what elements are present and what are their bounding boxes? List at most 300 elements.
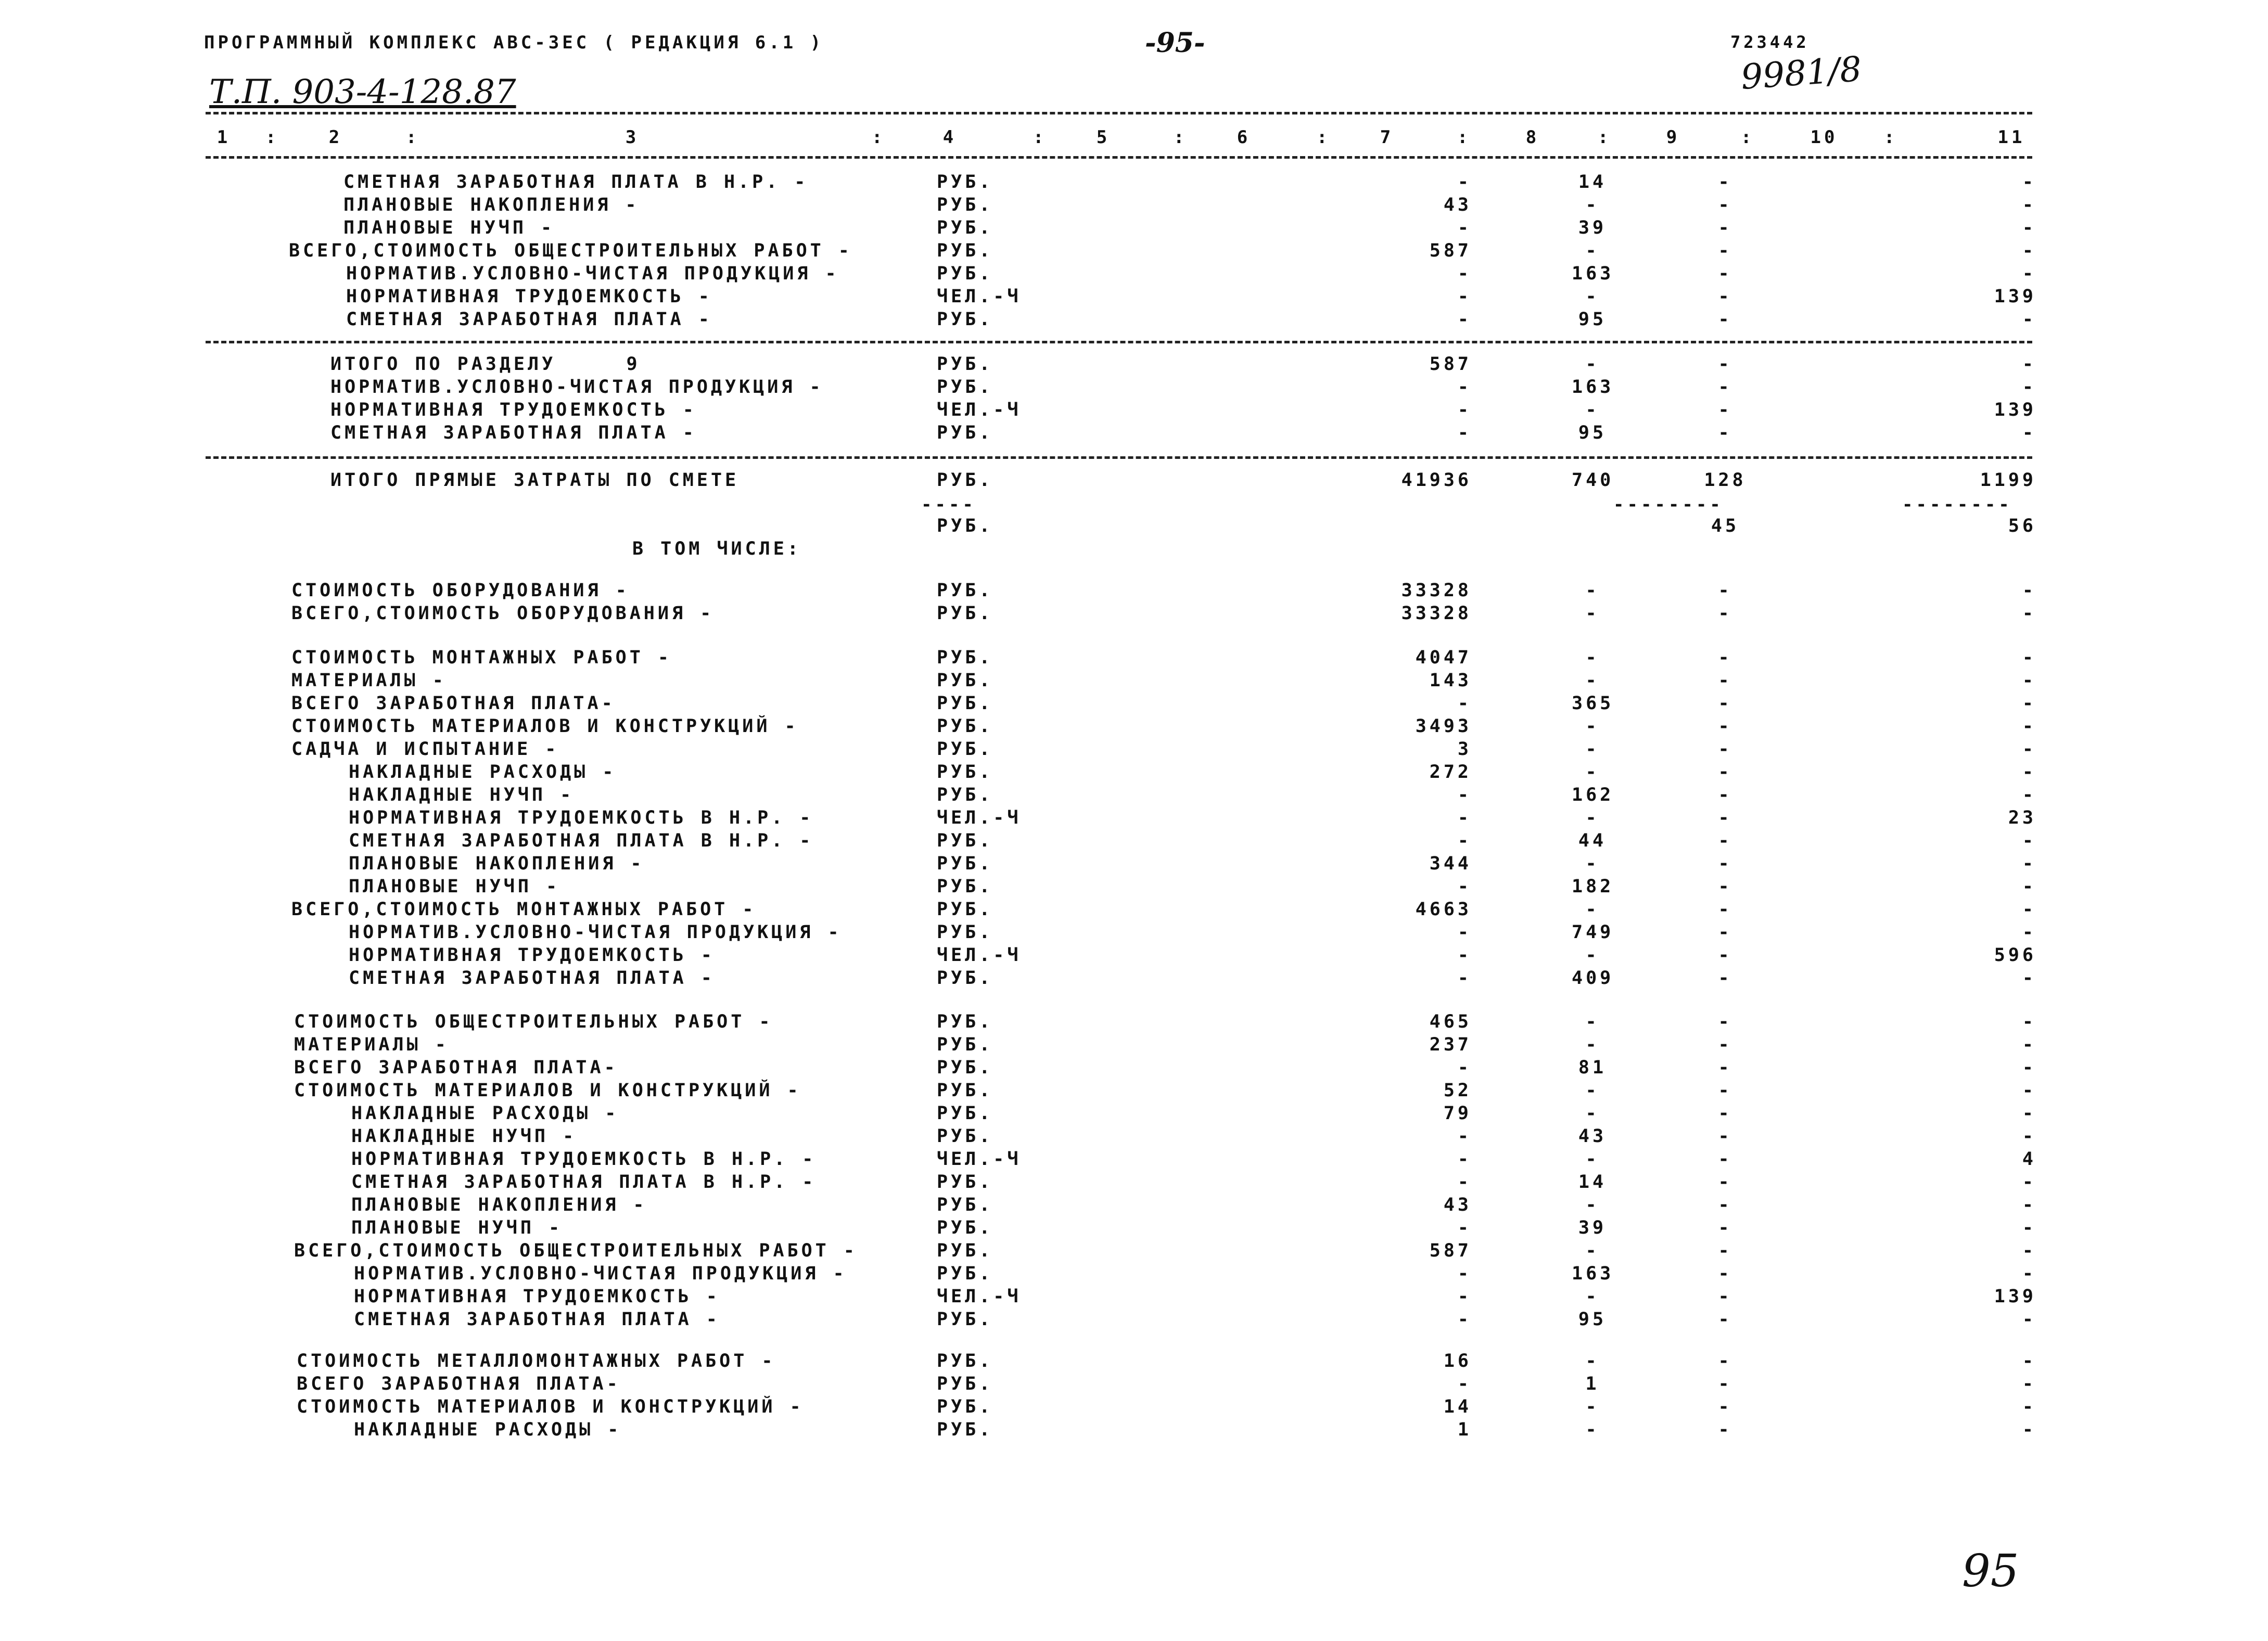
col9-value: - (1718, 217, 1732, 238)
table-row (0, 830, 2268, 853)
table-row (0, 968, 2268, 991)
column-number: 3 (625, 127, 640, 148)
row-label: НОРМАТИВНАЯ ТРУДОЕМКОСТЬ В Н.Р. - (351, 1149, 817, 1170)
col8-value: 163 (1572, 263, 1614, 284)
col11-value: - (2022, 670, 2036, 691)
col11-value: - (2022, 1374, 2036, 1394)
unit-cell: РУБ. (937, 785, 993, 805)
row-label: НОРМАТИВНАЯ ТРУДОЕМКОСТЬ - (346, 286, 712, 307)
unit-cell: РУБ. (937, 1217, 993, 1238)
page-number-corner: 95 (1962, 1545, 2019, 1597)
col7-value: - (1457, 1126, 1472, 1147)
col7-value: - (1457, 1309, 1472, 1330)
table-row (0, 716, 2268, 739)
col9-value: 45 (1711, 516, 1740, 536)
col8-value: - (1585, 1011, 1600, 1032)
column-number: 11 (1997, 127, 2025, 148)
row-label: СТОИМОСТЬ МАТЕРИАЛОВ И КОНСТРУКЦИЙ - (294, 1080, 801, 1101)
col9-value: - (1718, 240, 1732, 261)
col8-value: 44 (1578, 830, 1607, 851)
handwritten-code: 9981/8 (1739, 48, 1863, 98)
row-label: НАКЛАДНЫЕ РАСХОДЫ - (351, 1103, 619, 1124)
col8-value: - (1585, 240, 1600, 261)
col7-value: - (1457, 830, 1472, 851)
unit-cell: РУБ. (937, 922, 993, 943)
unit-cell: РУБ. (937, 195, 993, 215)
table-row (0, 309, 2268, 332)
col11-value: - (2022, 1309, 2036, 1330)
table-row (0, 195, 2268, 217)
unit-cell: РУБ. (937, 1034, 993, 1055)
row-label: НОРМАТИВ.УСЛОВНО-ЧИСТАЯ ПРОДУКЦИЯ - (354, 1263, 847, 1284)
row-label: ВСЕГО,СТОИМОСТЬ ОБОРУДОВАНИЯ - (291, 603, 715, 624)
unit-cell: РУБ. (937, 1374, 993, 1394)
table-row (0, 580, 2268, 603)
row-label: В ТОМ ЧИСЛЕ: (632, 539, 801, 559)
col8-value: 39 (1578, 217, 1607, 238)
col9-value: - (1718, 400, 1732, 420)
col9-value: - (1718, 830, 1732, 851)
unit-cell: РУБ. (937, 470, 993, 491)
row-label: ПЛАНОВЫЕ НУЧП - (343, 217, 555, 238)
col9-value: - (1718, 922, 1732, 943)
col8-value: 1 (1585, 1374, 1600, 1394)
col9-value: - (1718, 1240, 1732, 1261)
row-label: ВСЕГО ЗАРАБОТНАЯ ПЛАТА- (297, 1374, 621, 1394)
table-row (0, 603, 2268, 626)
col7-value: 4047 (1415, 647, 1472, 668)
col7-value: 43 (1443, 195, 1472, 215)
row-label: СТОИМОСТЬ МЕТАЛЛОМОНТАЖНЫХ РАБОТ - (297, 1351, 776, 1371)
unit-cell: ЧЕЛ.-Ч (937, 807, 1022, 828)
column-separator: : (1317, 127, 1331, 148)
table-row (0, 172, 2268, 195)
unit-cell: РУБ. (937, 968, 993, 989)
col8-value: 81 (1578, 1057, 1607, 1078)
col9-value: - (1718, 195, 1732, 215)
table-row (0, 1286, 2268, 1309)
unit-cell: РУБ. (937, 716, 993, 737)
col8-value: - (1585, 762, 1600, 783)
col9-value: - (1718, 1011, 1732, 1032)
table-row (0, 1080, 2268, 1103)
row-label: СМЕТНАЯ ЗАРАБОТНАЯ ПЛАТА В Н.Р. - (351, 1172, 817, 1193)
col7-value: 4663 (1415, 899, 1472, 920)
row-label: ВСЕГО ЗАРАБОТНАЯ ПЛАТА- (294, 1057, 618, 1078)
col8-value: 95 (1578, 309, 1607, 330)
col11-value: - (2022, 354, 2036, 375)
unit-cell: ЧЕЛ.-Ч (937, 286, 1022, 307)
col9-value: - (1718, 309, 1732, 330)
col9-value: - (1718, 172, 1732, 193)
column-number: 8 (1525, 127, 1540, 148)
row-label: НАКЛАДНЫЕ НУЧП - (351, 1126, 577, 1147)
table-row (0, 853, 2268, 876)
col7-value: 14 (1443, 1396, 1472, 1417)
row-label: ПЛАНОВЫЕ НАКОПЛЕНИЯ - (351, 1195, 647, 1215)
table-row (0, 1103, 2268, 1126)
row-label: ПЛАНОВЫЕ НУЧП - (349, 876, 560, 897)
column-separator: : (265, 127, 279, 148)
col9-value: - (1718, 739, 1732, 760)
col11-value: - (2022, 739, 2036, 760)
row-label: НОРМАТИВНАЯ ТРУДОЕМКОСТЬ В Н.Р. - (349, 807, 814, 828)
column-separator: : (1598, 127, 1612, 148)
col7-value: - (1457, 807, 1472, 828)
col9-value: - (1718, 422, 1732, 443)
table-row (0, 647, 2268, 670)
col7-value: 344 (1429, 853, 1472, 874)
col8-value: - (1585, 853, 1600, 874)
unit-cell: РУБ. (937, 217, 993, 238)
row-label: НАКЛАДНЫЕ РАСХОДЫ - (349, 762, 617, 783)
table-row (0, 739, 2268, 762)
table-row (0, 1172, 2268, 1195)
col7-value: - (1457, 1057, 1472, 1078)
col11-value: - (2022, 603, 2036, 624)
col9-value: - (1718, 785, 1732, 805)
col7-value: - (1457, 922, 1472, 943)
col11-value: - (2022, 377, 2036, 398)
col7-value: 272 (1429, 762, 1472, 783)
col7-value: 143 (1429, 670, 1472, 691)
col11-value: - (2022, 716, 2036, 737)
unit-cell: РУБ. (937, 1396, 993, 1417)
col11-value: - (2022, 1080, 2036, 1101)
row-label: СМЕТНАЯ ЗАРАБОТНАЯ ПЛАТА - (349, 968, 715, 989)
col8-value: - (1585, 1419, 1600, 1440)
unit-cell: РУБ. (937, 647, 993, 668)
col9-value: - (1718, 354, 1732, 375)
column-separator: : (1033, 127, 1047, 148)
col7-value: - (1457, 945, 1472, 966)
col11-value: 56 (2008, 516, 2036, 536)
col8-value: 39 (1578, 1217, 1607, 1238)
col9-value: - (1718, 286, 1732, 307)
table-row (0, 400, 2268, 422)
col8-value: - (1585, 899, 1600, 920)
unit-cell: РУБ. (937, 354, 993, 375)
col8-value: - (1585, 1195, 1600, 1215)
col11-value: - (2022, 422, 2036, 443)
col8-value: - (1585, 580, 1600, 601)
col11-value: - (2022, 309, 2036, 330)
col11-value: - (2022, 1217, 2036, 1238)
unit-cell: РУБ. (937, 1103, 993, 1124)
table-row (0, 1057, 2268, 1080)
unit-cell: РУБ. (937, 899, 993, 920)
unit-cell: РУБ. (937, 263, 993, 284)
column-header-rule (206, 156, 2032, 159)
row-label: СМЕТНАЯ ЗАРАБОТНАЯ ПЛАТА - (346, 309, 712, 330)
table-row (0, 1217, 2268, 1240)
col9-value: - (1718, 807, 1732, 828)
col11-value: - (2022, 263, 2036, 284)
unit-cell: РУБ. (937, 1172, 993, 1193)
table-row (0, 1195, 2268, 1217)
col11-value: - (2022, 172, 2036, 193)
unit-cell: РУБ. (937, 739, 993, 760)
row-label: СТОИМОСТЬ МАТЕРИАЛОВ И КОНСТРУКЦИЙ - (297, 1396, 804, 1417)
row-label: НАКЛАДНЫЕ РАСХОДЫ - (354, 1419, 622, 1440)
col8-value: - (1585, 1103, 1600, 1124)
col11-value: - (2022, 195, 2036, 215)
unit-cell: РУБ. (937, 830, 993, 851)
col9-value: - (1718, 647, 1732, 668)
col9-value: - (1718, 1351, 1732, 1371)
col7-value: - (1457, 286, 1472, 307)
col9-value: - (1718, 1263, 1732, 1284)
col9-value: - (1718, 1126, 1732, 1147)
col7-value: 43 (1443, 1195, 1472, 1215)
col8-value: - (1585, 1396, 1600, 1417)
table-row (0, 785, 2268, 807)
col9-value: - (1718, 1080, 1732, 1101)
col8-value: - (1585, 286, 1600, 307)
column-separator: : (1457, 127, 1471, 148)
col11-value: 139 (1994, 286, 2036, 307)
col9-value: - (1718, 899, 1732, 920)
col8-value: - (1585, 1149, 1600, 1170)
subtotal-marker-col4: ---- (921, 494, 976, 515)
col11-value: - (2022, 762, 2036, 783)
column-number: 7 (1380, 127, 1394, 148)
col9-value: - (1718, 1195, 1732, 1215)
col8-value: 43 (1578, 1126, 1607, 1147)
section-rule (206, 341, 2032, 343)
col11-value: - (2022, 1419, 2036, 1440)
row-label: СМЕТНАЯ ЗАРАБОТНАЯ ПЛАТА В Н.Р. - (349, 830, 814, 851)
col7-value: - (1457, 422, 1472, 443)
row-label: САДЧА И ИСПЫТАНИЕ - (291, 739, 559, 760)
table-row (0, 240, 2268, 263)
col9-value: - (1718, 693, 1732, 714)
unit-cell: РУБ. (937, 1011, 993, 1032)
unit-cell: РУБ. (937, 1080, 993, 1101)
col11-value: - (2022, 853, 2036, 874)
table-row (0, 1034, 2268, 1057)
col8-value: - (1585, 195, 1600, 215)
col8-value: - (1585, 670, 1600, 691)
table-row (0, 1396, 2268, 1419)
table-row (0, 1126, 2268, 1149)
col9-value: - (1718, 1103, 1732, 1124)
col11-value: - (2022, 1172, 2036, 1193)
col11-value: - (2022, 1057, 2036, 1078)
col8-value: - (1585, 400, 1600, 420)
table-row (0, 263, 2268, 286)
unit-cell: ЧЕЛ.-Ч (937, 1149, 1022, 1170)
header-rule (206, 112, 2032, 114)
row-label: ВСЕГО,СТОИМОСТЬ ОБЩЕСТРОИТЕЛЬНЫХ РАБОТ - (289, 240, 852, 261)
col11-value: - (2022, 968, 2036, 989)
row-label: ВСЕГО,СТОИМОСТЬ МОНТАЖНЫХ РАБОТ - (291, 899, 757, 920)
col11-value: 139 (1994, 400, 2036, 420)
unit-cell: РУБ. (937, 762, 993, 783)
col8-value: 749 (1572, 922, 1614, 943)
col7-value: 33328 (1401, 580, 1472, 601)
table-row (0, 1351, 2268, 1374)
col9-value: - (1718, 853, 1732, 874)
col11-value: - (2022, 1103, 2036, 1124)
col9-value: - (1718, 1034, 1732, 1055)
col9-value: - (1718, 1419, 1732, 1440)
col11-value: - (2022, 922, 2036, 943)
section-rule (206, 456, 2032, 459)
col7-value: - (1457, 172, 1472, 193)
row-label: ПЛАНОВЫЕ НАКОПЛЕНИЯ - (349, 853, 645, 874)
col7-value: - (1457, 217, 1472, 238)
project-number: Т.П. 903-4-128.87 (209, 73, 516, 111)
col11-value: - (2022, 1240, 2036, 1261)
column-separator: : (1174, 127, 1188, 148)
unit-cell: РУБ. (937, 693, 993, 714)
unit-cell: РУБ. (937, 580, 993, 601)
col7-value: 587 (1429, 1240, 1472, 1261)
col8-value: - (1585, 945, 1600, 966)
col8-value: 365 (1572, 693, 1614, 714)
col11-value: - (2022, 693, 2036, 714)
unit-cell: РУБ. (937, 172, 993, 193)
col8-value: 14 (1578, 172, 1607, 193)
col9-value: - (1718, 1149, 1732, 1170)
row-label: ПЛАНОВЫЕ НУЧП - (351, 1217, 563, 1238)
col8-value: - (1585, 1080, 1600, 1101)
table-row (0, 1309, 2268, 1332)
col7-value: 16 (1443, 1351, 1472, 1371)
row-label: СТОИМОСТЬ ОБОРУДОВАНИЯ - (291, 580, 630, 601)
unit-cell: РУБ. (937, 876, 993, 897)
table-row (0, 670, 2268, 693)
col7-value: 3 (1457, 739, 1472, 760)
page-number-center: -95- (1145, 27, 1205, 59)
row-label: ИТОГО ПРЯМЫЕ ЗАТРАТЫ ПО СМЕТЕ (330, 470, 740, 491)
col7-value: 465 (1429, 1011, 1472, 1032)
col9-value: - (1718, 1309, 1732, 1330)
table-row (0, 945, 2268, 968)
col8-value: - (1585, 1240, 1600, 1261)
col11-value: - (2022, 899, 2036, 920)
column-separator: : (406, 127, 420, 148)
col7-value: 52 (1443, 1080, 1472, 1101)
unit-cell: РУБ. (937, 1419, 993, 1440)
column-number: 4 (942, 127, 957, 148)
column-separator: : (872, 127, 886, 148)
col11-value: - (2022, 1126, 2036, 1147)
col11-value: 596 (1994, 945, 2036, 966)
unit-cell: РУБ. (937, 1240, 993, 1261)
col7-value: 33328 (1401, 603, 1472, 624)
col11-value: - (2022, 1396, 2036, 1417)
col9-value: - (1718, 1396, 1732, 1417)
table-row (0, 807, 2268, 830)
col11-value: - (2022, 830, 2036, 851)
col7-value: 1 (1457, 1419, 1472, 1440)
unit-cell: РУБ. (937, 1126, 993, 1147)
col11-value: - (2022, 1351, 2036, 1371)
row-label: НОРМАТИВ.УСЛОВНО-ЧИСТАЯ ПРОДУКЦИЯ - (330, 377, 824, 398)
col9-value: 128 (1704, 470, 1747, 491)
col8-value: 95 (1578, 1309, 1607, 1330)
col9-value: - (1718, 762, 1732, 783)
col9-value: - (1718, 377, 1732, 398)
unit-cell: РУБ. (937, 1263, 993, 1284)
table-row (0, 1374, 2268, 1396)
table-row (0, 470, 2268, 493)
row-label: МАТЕРИАЛЫ - (291, 670, 447, 691)
table-row (0, 1011, 2268, 1034)
column-number: 1 (216, 127, 231, 148)
col8-value: - (1585, 739, 1600, 760)
col7-value: - (1457, 1217, 1472, 1238)
row-label: МАТЕРИАЛЫ - (294, 1034, 449, 1055)
col9-value: - (1718, 1057, 1732, 1078)
col7-value: 3493 (1415, 716, 1472, 737)
row-label: СМЕТНАЯ ЗАРАБОТНАЯ ПЛАТА - (330, 422, 697, 443)
unit-cell: ЧЕЛ.-Ч (937, 1286, 1022, 1307)
col7-value: 41936 (1401, 470, 1472, 491)
col9-value: - (1718, 1172, 1732, 1193)
column-number: 9 (1666, 127, 1680, 148)
column-separator: : (1741, 127, 1755, 148)
col9-value: - (1718, 580, 1732, 601)
unit-cell: РУБ. (937, 1309, 993, 1330)
col11-value: - (2022, 580, 2036, 601)
row-label: СТОИМОСТЬ ОБЩЕСТРОИТЕЛЬНЫХ РАБОТ - (294, 1011, 773, 1032)
unit-cell: РУБ. (937, 240, 993, 261)
unit-cell: РУБ. (937, 377, 993, 398)
row-label: ВСЕГО ЗАРАБОТНАЯ ПЛАТА- (291, 693, 616, 714)
unit-cell: РУБ. (937, 670, 993, 691)
col11-value: 139 (1994, 1286, 2036, 1307)
row-label: СМЕТНАЯ ЗАРАБОТНАЯ ПЛАТА - (354, 1309, 720, 1330)
col11-value: 4 (2022, 1149, 2036, 1170)
col8-value: - (1585, 603, 1600, 624)
col7-value: 237 (1429, 1034, 1472, 1055)
col11-value: - (2022, 1011, 2036, 1032)
row-label: НОРМАТИВ.УСЛОВНО-ЧИСТАЯ ПРОДУКЦИЯ - (346, 263, 839, 284)
col8-value: - (1585, 1034, 1600, 1055)
col8-value: - (1585, 1286, 1600, 1307)
unit-cell: РУБ. (937, 1195, 993, 1215)
col7-value: - (1457, 1172, 1472, 1193)
col7-value: - (1457, 400, 1472, 420)
column-number: 5 (1096, 127, 1111, 148)
col7-value: - (1457, 876, 1472, 897)
table-row (0, 876, 2268, 899)
col8-value: 740 (1572, 470, 1614, 491)
col11-value: - (2022, 1195, 2036, 1215)
col7-value: - (1457, 1149, 1472, 1170)
col7-value: 587 (1429, 354, 1472, 375)
col11-value: 1199 (1980, 470, 2036, 491)
subtotal-marker-col9: -------- (1613, 494, 1724, 515)
col11-value: - (2022, 240, 2036, 261)
row-label: НОРМАТИВНАЯ ТРУДОЕМКОСТЬ - (354, 1286, 720, 1307)
program-title: ПРОГРАММНЫЙ КОМПЛЕКС АВС-3ЕС ( РЕДАКЦИЯ 6.1 ) (204, 32, 824, 53)
col11-value: - (2022, 217, 2036, 238)
col8-value: 409 (1572, 968, 1614, 989)
table-row (0, 1240, 2268, 1263)
column-number: 2 (328, 127, 343, 148)
table-row (0, 286, 2268, 309)
col8-value: 95 (1578, 422, 1607, 443)
unit-cell: РУБ. (937, 1351, 993, 1371)
col7-value: - (1457, 968, 1472, 989)
table-row (0, 899, 2268, 922)
col8-value: 182 (1572, 876, 1614, 897)
col11-value: - (2022, 785, 2036, 805)
